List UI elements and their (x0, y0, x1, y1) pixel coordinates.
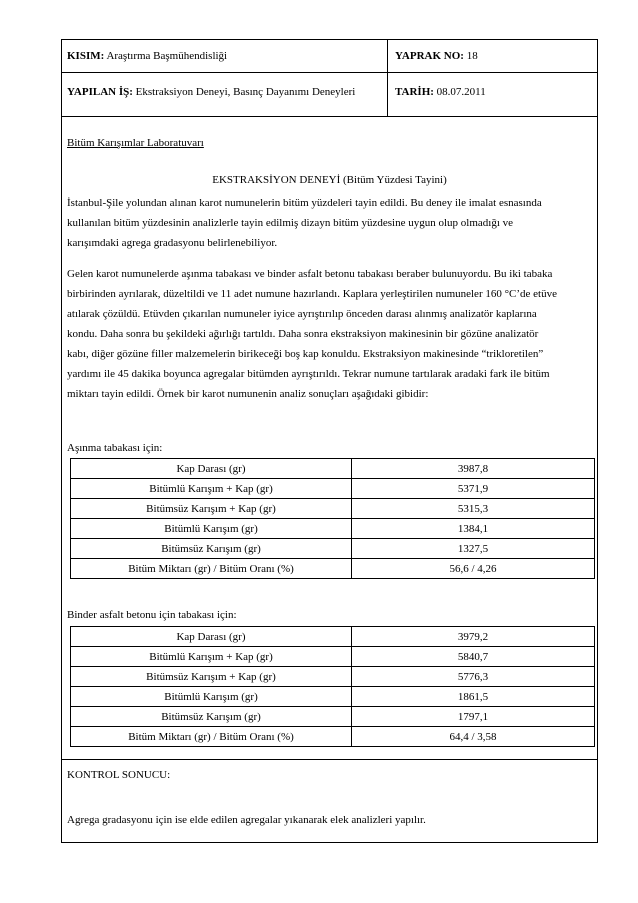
table-cell-label: Bitümlü Karışım (gr) (71, 687, 352, 707)
table-row (71, 627, 595, 647)
table-cell-label: Bitümsüz Karışım (gr) (71, 539, 352, 559)
closing-text: Agrega gradasyonu için ise elde edilen agregalar yıkanarak elek analizleri yapılır. (67, 814, 426, 826)
table-cell-label: Bitüm Miktarı (gr) / Bitüm Oranı (%) (71, 559, 352, 579)
kisim-field (67, 50, 227, 62)
paragraph-intro: İstanbul-Şile yolundan alınan karot numunelerin bitüm yüzdeleri tayin edildi. Bu deney ile imalat esnasında kullanılan bitüm yüzdesinin analizlerle tayin edilmiş dizayn bitüm yüzdesine uygun olup olmadığı ve karışımdaki agrega gradasyonu belirlenebiliyor. (67, 197, 542, 249)
table1-caption: Aşınma tabakası için: (67, 442, 163, 454)
table-row (71, 559, 595, 579)
table-row (71, 687, 595, 707)
table-cell-label: Bitümsüz Karışım (gr) (71, 707, 352, 727)
table-cell-value: 5371,9 (352, 479, 595, 499)
table-cell-value: 3979,2 (352, 627, 595, 647)
table-cell-label: Kap Darası (gr) (71, 627, 352, 647)
table-cell-value: 1327,5 (352, 539, 595, 559)
table-cell-value: 5840,7 (352, 647, 595, 667)
control-result-label: KONTROL SONUCU: (67, 769, 171, 781)
table-cell-label: Bitümsüz Karışım + Kap (gr) (71, 499, 352, 519)
table-cell-value: 3987,8 (352, 459, 595, 479)
table-row (71, 499, 595, 519)
lab-name: Bitüm Karışımlar Laboratuvarı (67, 137, 204, 149)
table-cell-label: Kap Darası (gr) (71, 459, 352, 479)
table-cell-value: 1384,1 (352, 519, 595, 539)
table-row (71, 479, 595, 499)
table-cell-value: 5315,3 (352, 499, 595, 519)
section-title: EKSTRAKSİYON DENEYİ (Bitüm Yüzdesi Tayini) (212, 174, 447, 186)
table-cell-value: 5776,3 (352, 667, 595, 687)
control-divider (62, 759, 597, 760)
yaprak-label: YAPRAK NO: (395, 50, 464, 62)
yapilan-is-value: Ekstraksiyon Deneyi, Basınç Dayanımı Deneyleri (135, 86, 356, 98)
table-row (71, 667, 595, 687)
asinma-table (70, 458, 595, 579)
table-cell-value: 1861,5 (352, 687, 595, 707)
document-frame (61, 39, 598, 843)
paragraph-method: Gelen karot numunelerde aşınma tabakası ve binder asfalt betonu tabakası beraber bulunuyordu. Bu iki tabaka birbirinden ayrılarak, düzeltildi ve 11 adet numune hazırlandı. Kaplara yerleştirilen numuneler 160 °C’de etüve atılarak çözüldü. Etüvden çıkarılan numuneler iyice ayrıştırılıp önceden darası alınmış analizatör kaplarına kondu. Daha sonra bu şekildeki ağırlığı tartıldı. Daha sonra ekstraksiyon makinesinin bir gözüne analizatör kabı, diğer gözüne filler malzemelerin birikeceği boş kap konuldu. Ekstraksiyon makinesinde “trikloretilen” yardımı ile 45 dakika boyunca agregalar bitümden ayrıştırıldı. Tekrar numune tartılarak aradaki fark ile bitüm miktarı tayin edildi. Örnek bir karot numunenin analiz sonuçları aşağıdaki gibidir: (67, 268, 557, 400)
table-row (71, 459, 595, 479)
table-cell-label: Bitüm Miktarı (gr) / Bitüm Oranı (%) (71, 727, 352, 747)
kisim-label: KISIM: (67, 50, 105, 62)
table-cell-value: 64,4 / 3,58 (352, 727, 595, 747)
tarih-value: 08.07.2011 (436, 86, 486, 98)
table-row (71, 707, 595, 727)
table-cell-label: Bitümsüz Karışım + Kap (gr) (71, 667, 352, 687)
yaprak-value: 18 (466, 50, 478, 62)
tarih-label: TARİH: (395, 86, 434, 98)
table-cell-value: 56,6 / 4,26 (352, 559, 595, 579)
kisim-value: Araştırma Başmühendisliği (106, 50, 228, 62)
table-cell-label: Bitümlü Karışım + Kap (gr) (71, 479, 352, 499)
header-divider (387, 40, 388, 117)
table-cell-label: Bitümlü Karışım (gr) (71, 519, 352, 539)
table-cell-value: 1797,1 (352, 707, 595, 727)
yapilan-is-label: YAPILAN İŞ: (67, 86, 133, 98)
table-row (71, 647, 595, 667)
yapilan-is-field (67, 86, 355, 98)
tarih-field (395, 86, 486, 98)
table-row (71, 539, 595, 559)
table-row (71, 727, 595, 747)
binder-table (70, 626, 595, 747)
table2-caption: Binder asfalt betonu için tabakası için: (67, 609, 237, 621)
yaprak-field (395, 50, 478, 62)
table-row (71, 519, 595, 539)
table-cell-label: Bitümlü Karışım + Kap (gr) (71, 647, 352, 667)
